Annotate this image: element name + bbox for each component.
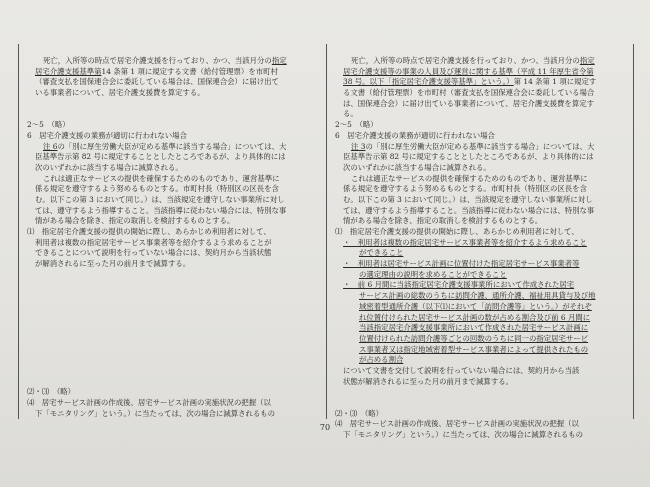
- spacer: [27, 280, 319, 291]
- text-line: [27, 195, 319, 206]
- text-segment: ⑴ 指定居宅介護支援の提供の開始に際し、あらかじめ利用者に対して、: [27, 227, 271, 236]
- text-segment: 当該指定居宅介護支援事業所において作成された居宅サービス計画に: [359, 323, 589, 333]
- text-line: [335, 248, 627, 259]
- text-segment: ⑷ 居宅サービス計画の作成後、居宅サービス計画の実施状況の把握（以: [27, 398, 271, 407]
- page-number: 70: [319, 423, 331, 432]
- text-segment: 下「モニタリング」という。）に当たっては、次の場合に減算されるもの: [343, 430, 584, 440]
- text-segment: 臣基準告示第 82 号に規定することとしたところであるが、より具体的には: [343, 152, 594, 162]
- text-line: [335, 259, 627, 270]
- text-line: [335, 206, 627, 217]
- text-line: [335, 67, 627, 78]
- text-segment: 次のいずれかに該当する場合に減算される。: [35, 162, 183, 172]
- column-divider: [326, 44, 327, 419]
- text-line: [335, 323, 627, 334]
- text-segment: いる事業者について、居宅介護支援費を算定する。: [35, 88, 205, 98]
- text-segment: できることについて説明を行っていない場合には、契約月から当該状態: [35, 248, 272, 258]
- spacer: [335, 398, 627, 409]
- text-segment: 情がある場合を除き、指定の取消しを検討するものとする。: [343, 216, 543, 226]
- text-segment: ⑵・⑶ （略）: [27, 387, 76, 397]
- text-segment: む。以下この第 3 において同じ。）は、当該規定を遵守しない事業所に対し: [343, 194, 593, 204]
- text-segment: が占める割合: [359, 355, 404, 365]
- text-line: [27, 109, 319, 120]
- spacer: [27, 355, 319, 366]
- text-line: [27, 409, 319, 420]
- text-segment: 域密着型通所介護（以下⑴において「訪問介護等」という。）がそれぞ: [359, 301, 592, 311]
- text-line: [27, 163, 319, 174]
- text-line: [335, 174, 627, 185]
- text-segment: 指定: [271, 56, 287, 65]
- text-line: [335, 131, 627, 142]
- text-line: [27, 259, 319, 270]
- text-segment: 第 14 条第 1 項に規定す: [513, 77, 597, 87]
- text-line: [27, 387, 319, 398]
- spacer: [27, 291, 319, 302]
- text-segment: が解消されるに至った月の前月まで減算する。: [35, 259, 191, 269]
- text-line: [335, 142, 627, 153]
- text-line: [335, 195, 627, 206]
- text-segment: 注 6: [43, 141, 58, 151]
- text-segment: 臣基準告示第 82 号に規定することとしたところであるが、より具体的には: [35, 152, 286, 162]
- text-segment: 死亡，入所等の時点で居宅介護支援を行っており、かつ、当該月分の: [43, 56, 272, 65]
- text-line: [27, 206, 319, 217]
- text-line: [335, 99, 627, 110]
- left-column-old-text: [27, 56, 319, 419]
- text-segment: ては、遵守するよう指導すること。当該指導に従わない場合には、特別な事: [35, 205, 287, 215]
- text-segment: ・ 利用者は居宅サービス計画に位置付けた指定居宅サービス事業者等: [343, 259, 580, 269]
- text-line: [27, 88, 319, 99]
- text-line: [335, 270, 627, 281]
- text-line: [335, 163, 627, 174]
- text-segment: 注 3: [351, 141, 366, 151]
- text-line: [335, 355, 627, 366]
- spacer: [27, 377, 319, 388]
- text-segment: 38 号。以下「指定居宅介護支援等基準」という。）: [343, 77, 514, 87]
- text-line: [27, 184, 319, 195]
- text-line: [335, 152, 627, 163]
- text-line: [27, 174, 319, 185]
- text-segment: ては、遵守するよう指導すること。当該指導に従わない場合には、特別な事: [343, 205, 595, 215]
- text-line: [335, 227, 627, 238]
- text-segment: の「別に厚生労働大臣が定める基準に該当する場合」については、大: [57, 141, 287, 151]
- text-line: [335, 280, 627, 291]
- spacer: [27, 313, 319, 324]
- text-line: [27, 131, 319, 142]
- text-line: [335, 238, 627, 249]
- spacer: [27, 334, 319, 345]
- text-line: [27, 120, 319, 131]
- text-line: [27, 216, 319, 227]
- text-segment: れ位置付けられた居宅サービス計画の数が占める割合及び前 6 月間に: [359, 312, 591, 322]
- text-line: [335, 291, 627, 302]
- text-segment: これは適正なサービスの提供を確保するためのものであり、運営基準に: [43, 173, 280, 183]
- text-line: [335, 302, 627, 313]
- text-segment: 次のいずれかに該当する場合に減算される。: [343, 162, 491, 172]
- text-line: [27, 142, 319, 153]
- text-segment: 係る規定を遵守するよう努めるものとする。市町村長（特別区の区長を含: [343, 184, 587, 194]
- text-line: [335, 184, 627, 195]
- text-line: [27, 238, 319, 249]
- text-line: [335, 334, 627, 345]
- text-line: [27, 227, 319, 238]
- text-line: [335, 120, 627, 131]
- text-line: [27, 152, 319, 163]
- text-segment: る。: [343, 109, 358, 119]
- spacer: [27, 323, 319, 334]
- text-segment: の選定理由の説明を求めることができること: [359, 269, 507, 279]
- text-segment: ⑴ 指定居宅介護支援の提供の開始に際し、あらかじめ利用者に対して、: [335, 227, 579, 236]
- text-segment: （審査支払を国保連合会に委託している場合は、国保連合会）に届け出て: [35, 77, 279, 87]
- text-segment: について文書を交付して説明を行っていない場合には、契約月から当該: [343, 365, 580, 375]
- text-line: [335, 56, 627, 67]
- text-segment: 死亡，入所等の時点で居宅介護支援を行っており、かつ、当該月分の: [351, 56, 580, 65]
- text-segment: 14 条第 1 項に規定する文書（給付管理票）を市町村: [101, 66, 278, 76]
- text-line: [335, 409, 627, 420]
- text-line: [27, 67, 319, 78]
- text-segment: 2～5 （略）: [27, 120, 70, 130]
- text-segment: 居宅介護支援等の事業の人員及び運営に関する基準（平成 11 年厚生省令第: [343, 66, 594, 76]
- text-line: [335, 216, 627, 227]
- text-segment: む。以下この第 3 において同じ。）は、当該規定を遵守しない事業所に対し: [35, 194, 285, 204]
- text-line: [27, 248, 319, 259]
- text-line: [335, 345, 627, 356]
- text-line: [335, 88, 627, 99]
- spacer: [335, 387, 627, 398]
- text-line: [27, 99, 319, 110]
- text-segment: 指定: [579, 56, 595, 65]
- text-segment: ・ 利用者は複数の指定居宅サービス事業者等を紹介するよう求めること: [343, 237, 587, 247]
- text-segment: 居宅介護支援基準第: [35, 66, 102, 76]
- text-segment: る文書（給付管理票）を市町村（審査支払を国保連合会に委託している場合: [343, 88, 595, 98]
- text-segment: ⑵・⑶ （略）: [335, 408, 384, 418]
- text-segment: 6 居宅介護支援の業務が適切に行われない場合: [27, 130, 187, 140]
- spacer: [27, 270, 319, 281]
- text-line: [335, 313, 627, 324]
- text-segment: サービス計画の総数のうちに訪問介護、通所介護、福祉用具貸与及び地: [359, 291, 596, 301]
- text-segment: 利用者は複数の指定居宅サービス事業者等を紹介するよう求めることが: [35, 237, 272, 247]
- text-segment: ス事業者又は指定地域密着型サービス事業者によって提供されたもの: [359, 344, 589, 354]
- text-segment: 2～5 （略）: [335, 120, 378, 130]
- text-segment: 情がある場合を除き、指定の取消しを検討するものとする。: [35, 216, 235, 226]
- text-segment: ・ 前 6 月間に当該指定居宅介護支援事業所において作成された居宅: [343, 280, 575, 290]
- text-segment: これは適正なサービスの提供を確保するためのものであり、運営基準に: [351, 173, 588, 183]
- right-column-new-text: [335, 56, 627, 441]
- text-segment: ⑷ 居宅サービス計画の作成後、居宅サービス計画の実施状況の把握（以: [335, 419, 579, 429]
- spacer: [27, 302, 319, 313]
- text-segment: の「別に厚生労働大臣が定める基準に該当する場合」については、大: [365, 141, 595, 151]
- spacer: [27, 366, 319, 377]
- text-segment: 状態が解消されるに至った月の前月まで減算する。: [343, 376, 513, 386]
- text-segment: 下「モニタリング」という。）に当たっては、次の場合に減算されるもの: [35, 408, 276, 418]
- text-line: [27, 398, 319, 409]
- text-line: [335, 109, 627, 120]
- text-line: [335, 377, 627, 388]
- text-line: [27, 56, 319, 67]
- spacer: [27, 345, 319, 356]
- text-segment: ができること: [359, 248, 404, 258]
- text-segment: 位置付けられた訪問介護等ごとの回数のうちに同一の指定居宅サービ: [359, 333, 589, 343]
- text-segment: は、国保連合会）に届け出ている事業者について、居宅介護支援費を算定す: [343, 98, 594, 108]
- text-line: [335, 77, 627, 88]
- text-line: [335, 366, 627, 377]
- text-segment: 6 居宅介護支援の業務が適切に行われない場合: [335, 130, 495, 140]
- text-line: [27, 77, 319, 88]
- text-segment: 係る規定を遵守するよう努めるものとする。市町村長（特別区の区長を含: [35, 184, 279, 194]
